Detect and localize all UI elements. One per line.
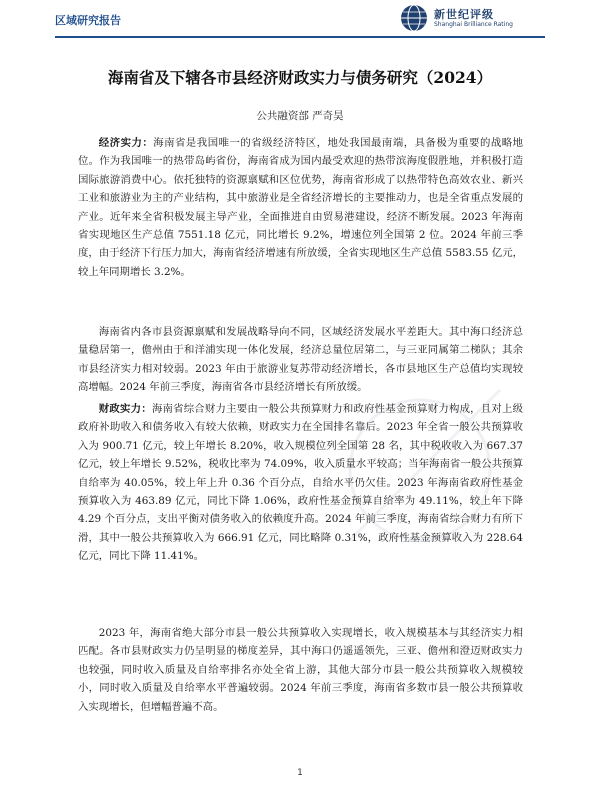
paragraph-lead: 经济实力：	[98, 137, 154, 149]
header-divider	[55, 36, 545, 38]
paragraph-text: 海南省是我国唯一的省级经济特区，地处我国最南端，具备极为重要的战略地位。作为我国唯一的热带岛屿省份，海南省成为国内最受欢迎的热带滨海度假胜地，并积极打造国际旅游消费中心。依托独特的资源禀赋和区位优势，海南省形成了以热带特色高效农业、新兴工业和旅游业为主的产业结构，其中旅游业是全省经济增长的主要推动力，也是全省重点发展的产业。近年来全省积极发展主导产业，全面推进自由贸易港建设，经济不断发展。2023 年海南省实现地区生产总值 7551.18 亿元，同比增长 9.2%，增速位列全国第 2 位。2024 年前三季度，由于经济下行压力加大，海南省经济增速有所放缓，全省实现地区生产总值 5583.55 亿元，较上年同期增长 3.2%。	[78, 137, 524, 278]
paragraph-county-fiscal	[78, 624, 523, 716]
page-header	[0, 0, 600, 40]
paragraph-economic-strength	[78, 134, 523, 281]
paragraph-text: 2023 年，海南省绝大部分市县一般公共预算收入实现增长，收入规模基本与其经济实力相匹配。各市县财政实力仍呈明显的梯度差异，其中海口仍遥遥领先，三亚、儋州和澄迈财政实力也较强，同时收入质量及自给率排名亦处全省上游，其他大部分市县一般公共预算收入规模较小，同时收入质量及自给率水平普遍较弱。2024 年前三季度，海南省多数市县一般公共预算收入实现增长，但增幅普遍不高。	[78, 627, 523, 713]
paragraph-text: 海南省综合财力主要由一般公共预算财力和政府性基金预算财力构成，且对上级政府补助收入和债务收入有较大依赖，财政实力在全国排名靠后。2023 年全省一般公共预算收入为 900.71 亿元，较上年增长 8.20%，收入规模位列全国第 28 名，其中税收收入为 667.37 亿元，较上年增长 9.52%，税收比率为 74.09%，收入质量水平较高；当年海南省一般公共预算自给率为 40.05%，较上年上升 0.36 个百分点，自给水平仍欠佳。2023 年海南省政府性基金预算收入为 463.89 亿元，同比下降 1.06%，政府性基金预算自给率为 49.11%，较上年下降 4.29 个百分点，支出平衡对债务收入的依赖度升高。2024 年前三季度，海南省综合财力有所下滑，其中一般公共预算收入为 666.91 亿元，同比略降 0.31%，政府性基金预算收入为 228.64 亿元，同比下降 11.41%。	[78, 403, 524, 563]
logo-name: 新世纪评级	[434, 8, 494, 21]
paragraph-fiscal-strength	[78, 400, 523, 566]
globe-logo-icon	[400, 4, 428, 32]
brand-logo	[400, 4, 540, 34]
paragraph-regional-economy	[78, 323, 523, 397]
document-author: 公共融资部 严奇昊	[256, 110, 344, 122]
section-label: 区域研究报告	[55, 14, 121, 27]
document-title: 海南省及下辖各市县经济财政实力与债务研究（2024）	[107, 68, 493, 87]
logo-english-name: Shanghai Brilliance Rating	[434, 21, 513, 28]
page-number: 1	[297, 768, 303, 778]
paragraph-text: 海南省内各市县资源禀赋和发展战略导向不同，区域经济发展水平差距大。其中海口经济总量稳居第一，儋州由于和洋浦实现一体化发展，经济总量位居第二，与三亚同属第二梯队；其余市县经济实力相对较弱。2023 年由于旅游业复苏带动经济增长，各市县地区生产总值均实现较高增幅。2024 年前三季度，海南省各市县经济增长有所放缓。	[78, 326, 523, 394]
paragraph-lead: 财政实力：	[98, 403, 152, 415]
report-body	[78, 134, 524, 713]
